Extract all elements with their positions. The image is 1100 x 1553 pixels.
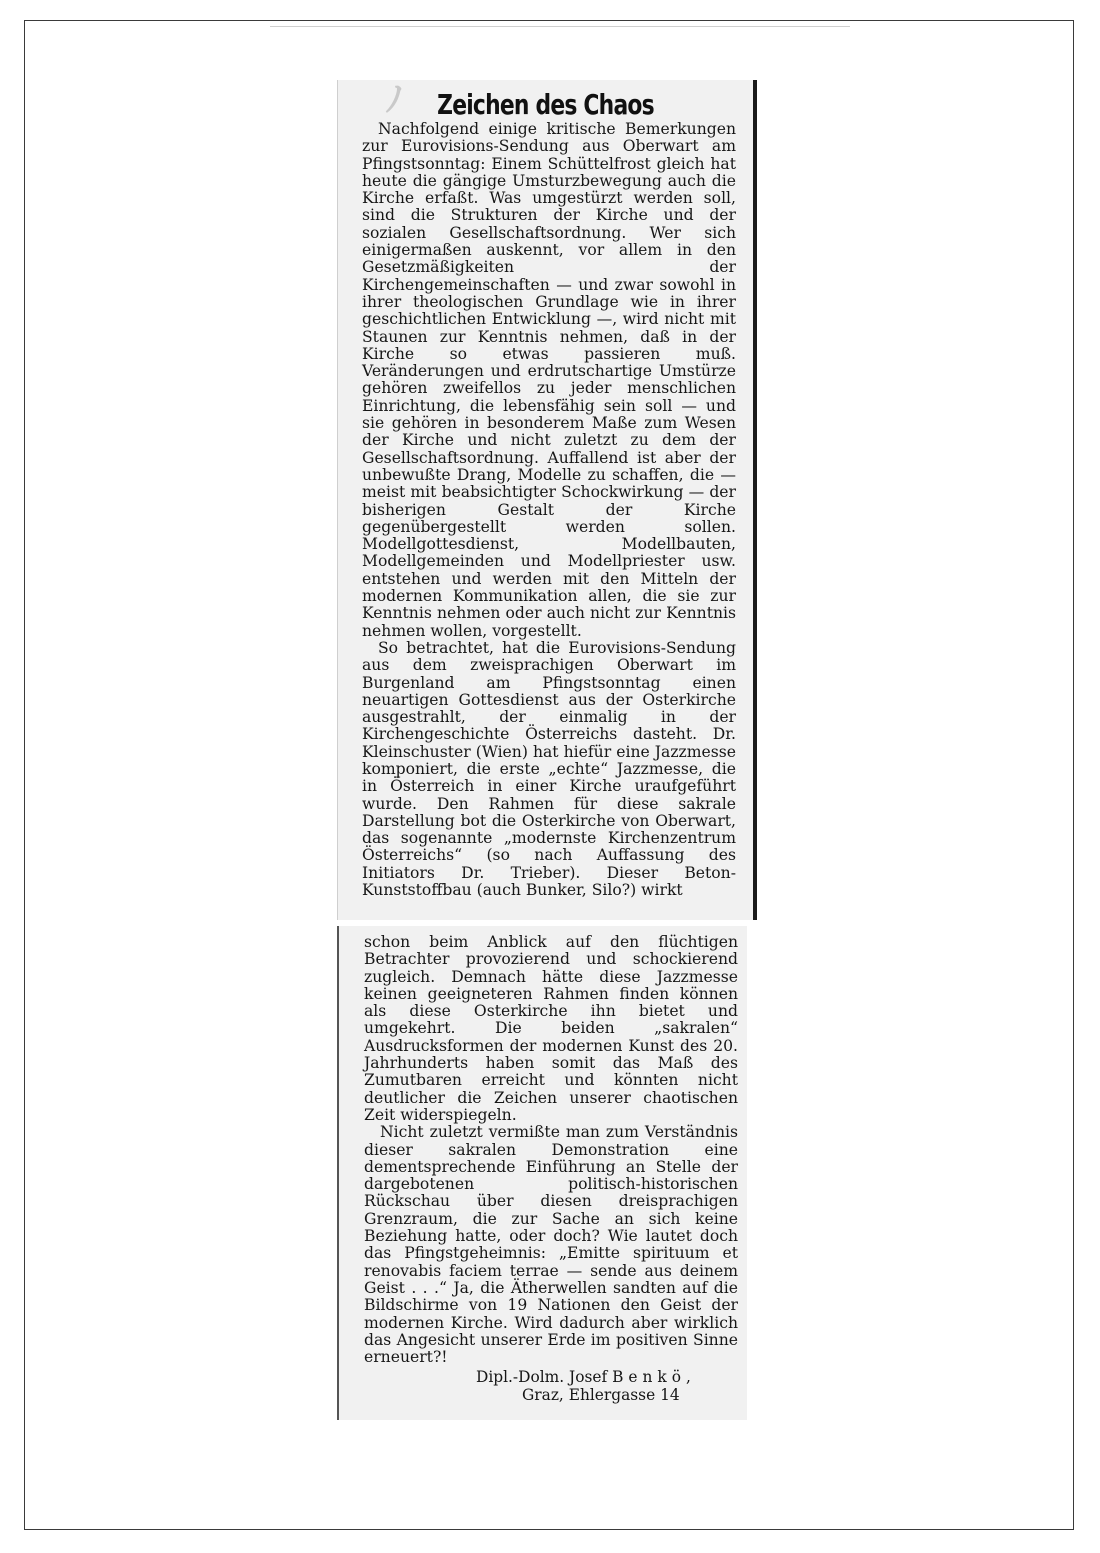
ink-smudge-mark: ﾉ <box>386 80 403 120</box>
article-paragraph: schon beim Anblick auf den flüchtigen Betrachter provozierend und schockierend zugleich. Demnach hätte diese Jazzmesse keinen geeigneteren Rahmen finden können als diese Osterkirche ihn bietet und umgekehrt. Die beiden „sakralen“ Ausdrucksformen der modernen Kunst des 20. Jahrhunderts haben somit das Maß des Zumutbaren erreicht und könnten nicht deutlicher die Zeichen unserer chaotischen Zeit widerspiegeln. <box>364 933 738 1124</box>
article-headline: Zeichen des Chaos <box>437 88 654 121</box>
article-column-bottom <box>364 934 738 1404</box>
author-address: Graz, Ehlergasse 14 <box>522 1386 680 1405</box>
article-paragraph: Nicht zuletzt vermißte man zum Verständnis dieser sakralen Demonstration eine dementsprechende Einführung an Stelle der dargebotenen politisch-historischen Rückschau über diesen dreisprachigen Grenzraum, die zur Sache an sich keine Beziehung hatte, oder doch? Wie lautet doch das Pfingstgeheimnis: „Emitte spirituum et renovabis faciem terrae — sende aus deinem Geist . . .“ Ja, die Ätherwellen sandten auf die Bildschirme von 19 Nationen den Geist der modernen Kirche. Wird dadurch aber wirklich das Angesicht unserer Erde im positiven Sinne erneuert?! <box>364 1123 738 1367</box>
newspaper-clipping-top <box>337 80 757 920</box>
article-column-top <box>362 121 736 899</box>
author-surname: Benkö, <box>612 1368 696 1387</box>
author-title: Dipl.-Dolm. Josef <box>476 1368 608 1387</box>
author-signature <box>364 1368 738 1404</box>
newspaper-clipping-bottom <box>337 926 747 1420</box>
article-paragraph: Nachfolgend einige kritische Bemerkungen zur Eurovisions-Sendung aus Oberwart am Pfingstsonntag: Einem Schüttelfrost gleich hat heute die gängige Umsturzbewegung auch die Kirche erfaßt. Was umgestürzt werden soll, sind die Strukturen der Kirche und der sozialen Gesellschaftsordnung. Wer sich einigermaßen auskennt, vor allem in den Gesetzmäßigkeiten der Kirchengemeinschaften — und zwar sowohl in ihrer theologischen Grundlage wie in ihrer geschichtlichen Entwicklung —, wird nicht mit Staunen zur Kenntnis nehmen, daß in der Kirche so etwas passieren muß. Veränderungen und erdrutschartige Umstürze gehören zweifellos zu jeder menschlichen Einrichtung, die lebensfähig sein soll — und sie gehören in besonderem Maße zum Wesen der Kirche und nicht zuletzt zu dem der Gesellschaftsordnung. Auffallend ist aber der unbewußte Drang, Modelle zu schaffen, die — meist mit beabsichtigter Schockwirkung — der bisherigen Gestalt der Kirche gegenübergestellt werden sollen. Modellgottesdienst, Modellbauten, Modellgemeinden und Modellpriester usw. entstehen und werden mit den Mitteln der modernen Kommunikation allen, die sie zur Kenntnis nehmen oder auch nicht zur Kenntnis nehmen wollen, vorgestellt. <box>362 120 736 640</box>
author-name-line <box>364 1368 738 1386</box>
scan-top-edge <box>270 26 850 27</box>
article-paragraph: So betrachtet, hat die Eurovisions-Sendung aus dem zweisprachigen Oberwart im Burgenland am Pfingstsonntag einen neuartigen Gottesdienst aus der Osterkirche ausgestrahlt, der einmalig in der Kirchengeschichte Österreichs dasteht. Dr. Kleinschuster (Wien) hat hiefür eine Jazzmesse komponiert, die erste „echte“ Jazzmesse, die in Österreich in einer Kirche uraufgeführt wurde. Den Rahmen für diese sakrale Darstellung bot die Osterkirche von Oberwart, das sogenannte „modernste Kirchenzentrum Österreichs“ (so nach Auffassung des Initiators Dr. Trieber). Dieser Beton-Kunststoffbau (auch Bunker, Silo?) wirkt <box>362 638 736 900</box>
